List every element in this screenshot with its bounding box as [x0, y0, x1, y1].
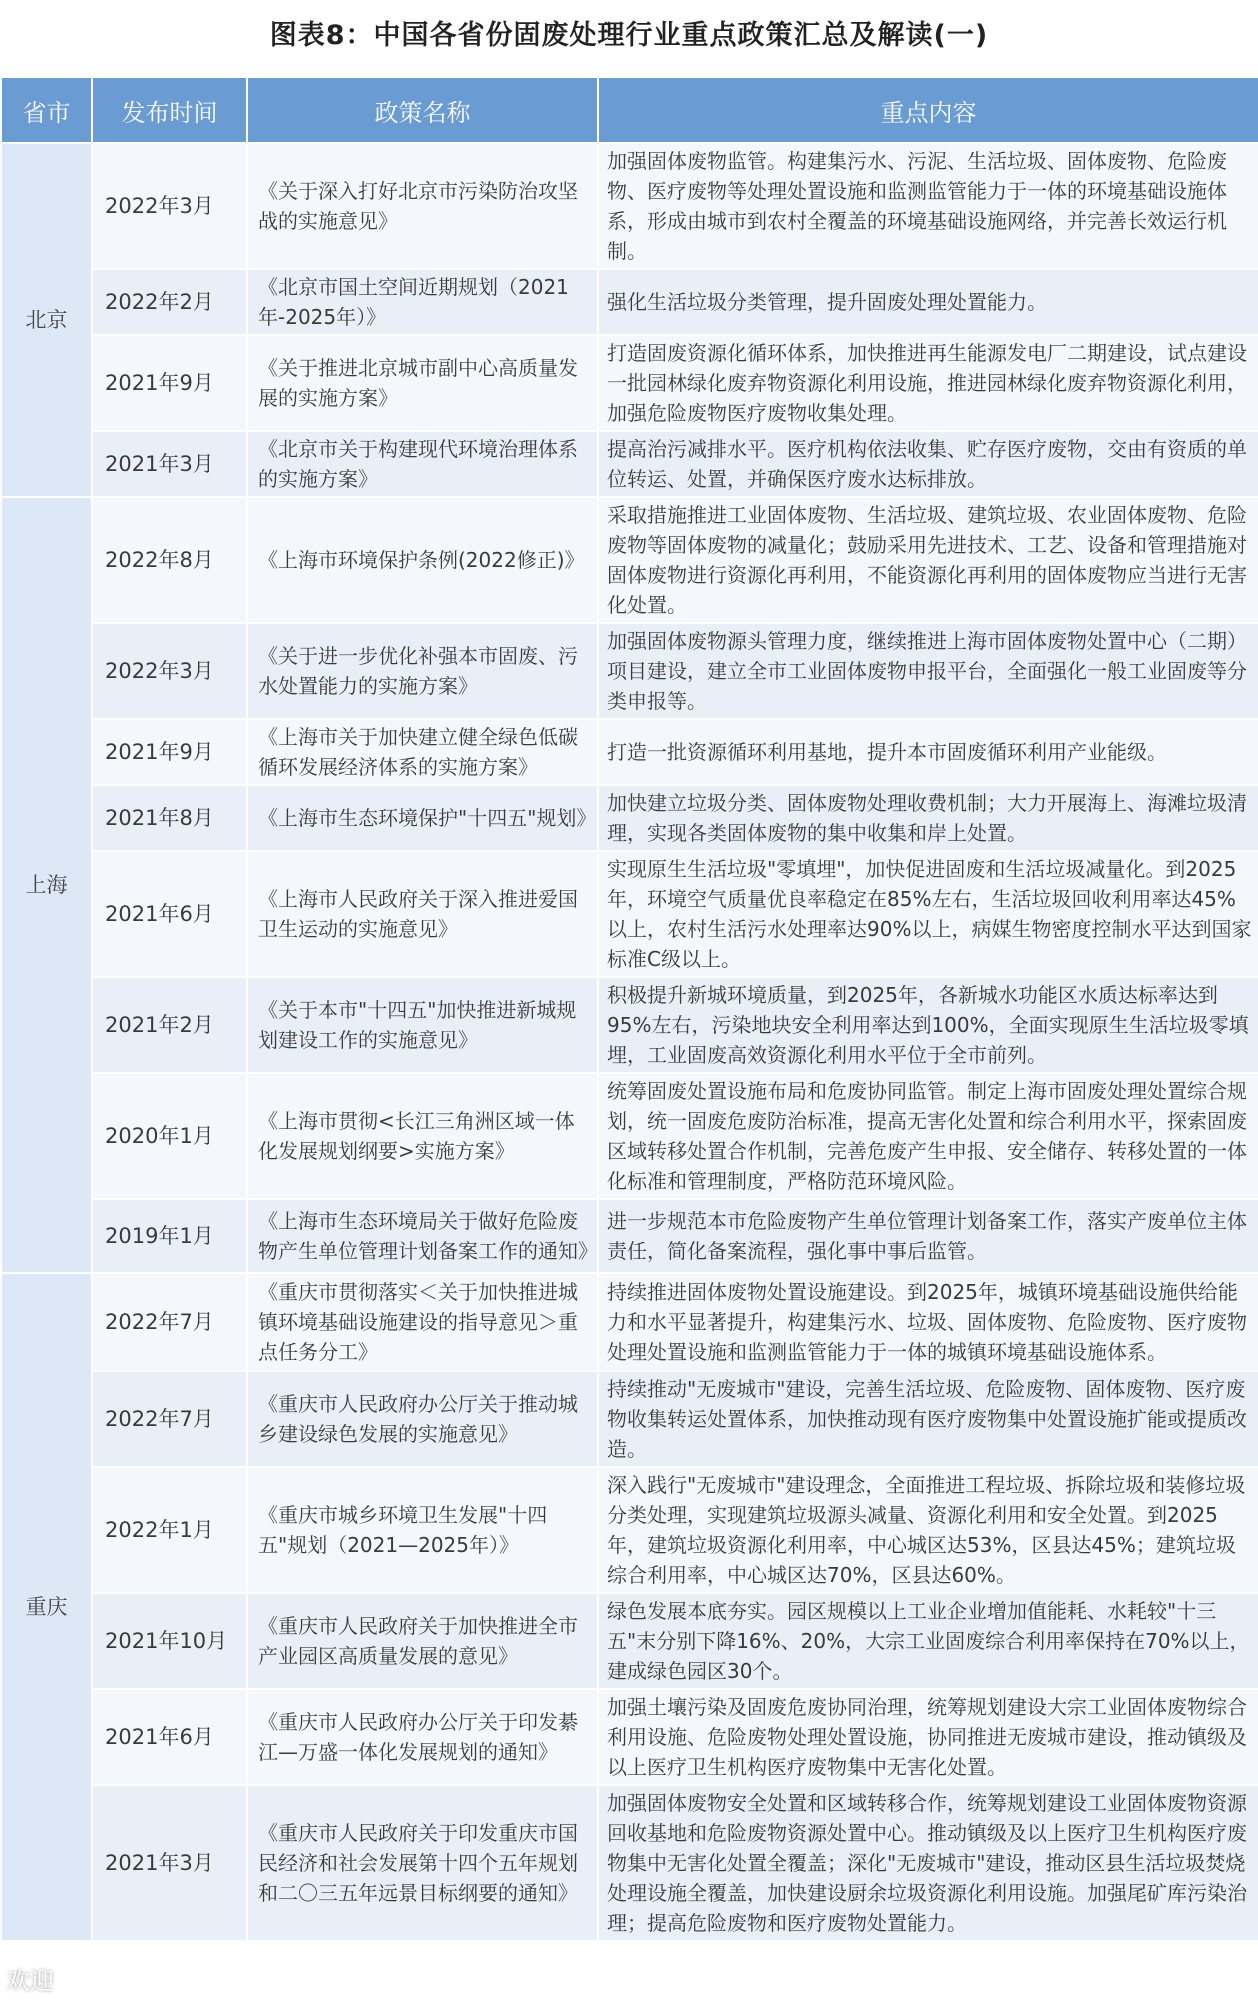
content-cell: 强化生活垃圾分类管理，提升固废处理处置能力。	[598, 269, 1258, 335]
date-cell: 2021年10月	[92, 1593, 247, 1689]
policy-name-cell: 《关于本市"十四五"加快推进新城规划建设工作的实施意见》	[247, 977, 598, 1073]
table-row	[1, 623, 1258, 719]
date-cell: 2022年8月	[92, 497, 247, 623]
header-province: 省市	[1, 77, 92, 143]
table-row	[1, 1073, 1258, 1199]
province-cell: 上海	[1, 497, 92, 1273]
date-cell: 2022年3月	[92, 623, 247, 719]
date-cell: 2021年3月	[92, 431, 247, 497]
date-cell: 2021年9月	[92, 335, 247, 431]
table-row	[1, 1371, 1258, 1467]
policy-name-cell: 《关于进一步优化补强本市固废、污水处置能力的实施方案》	[247, 623, 598, 719]
table-row	[1, 851, 1258, 977]
policy-name-cell: 《重庆市贯彻落实＜关于加快推进城镇环境基础设施建设的指导意见＞重点任务分工》	[247, 1273, 598, 1371]
province-cell: 重庆	[1, 1273, 92, 1941]
page-title: 图表8：中国各省份固废处理行业重点政策汇总及解读(一)	[269, 20, 989, 51]
date-cell: 2022年3月	[92, 143, 247, 269]
table-body	[1, 143, 1258, 1941]
content-cell: 打造一批资源循环利用基地，提升本市固废循环利用产业能级。	[598, 719, 1258, 785]
content-cell: 持续推进固体废物处置设施建设。到2025年，城镇环境基础设施供给能力和水平显著提升，构建集污水、垃圾、固体废物、危险废物、医疗废物处理处置设施和监测监管能力于一体的城镇环境基础设施体系。	[598, 1273, 1258, 1371]
date-cell: 2022年2月	[92, 269, 247, 335]
policy-name-cell: 《上海市环境保护条例(2022修正)》	[247, 497, 598, 623]
policy-name-cell: 《上海市人民政府关于深入推进爱国卫生运动的实施意见》	[247, 851, 598, 977]
content-cell: 采取措施推进工业固体废物、生活垃圾、建筑垃圾、农业固体废物、危险废物等固体废物的减量化；鼓励采用先进技术、工艺、设备和管理措施对固体废物进行资源化再利用，不能资源化再利用的固体废物应当进行无害化处置。	[598, 497, 1258, 623]
policy-name-cell: 《上海市生态环境局关于做好危险废物产生单位管理计划备案工作的通知》	[247, 1199, 598, 1273]
policy-name-cell: 《上海市生态环境保护"十四五"规划》	[247, 785, 598, 851]
date-cell: 2020年1月	[92, 1073, 247, 1199]
content-cell: 加强固体废物源头管理力度，继续推进上海市固体废物处置中心（二期）项目建设，建立全市工业固体废物申报平台，全面强化一般工业固废等分类申报等。	[598, 623, 1258, 719]
policy-table	[0, 76, 1258, 1942]
table-row	[1, 269, 1258, 335]
table-row	[1, 1273, 1258, 1371]
date-cell: 2021年6月	[92, 851, 247, 977]
policy-name-cell: 《上海市关于加快建立健全绿色低碳循环发展经济体系的实施方案》	[247, 719, 598, 785]
policy-name-cell: 《北京市关于构建现代环境治理体系的实施方案》	[247, 431, 598, 497]
content-cell: 打造固废资源化循环体系，加快推进再生能源发电厂二期建设，试点建设一批园林绿化废弃物资源化利用设施，推进园林绿化废弃物资源化利用，加强危险废物医疗废物收集处理。	[598, 335, 1258, 431]
date-cell: 2022年7月	[92, 1371, 247, 1467]
table-row	[1, 1785, 1258, 1941]
header-date: 发布时间	[92, 77, 247, 143]
header-name: 政策名称	[247, 77, 598, 143]
date-cell: 2022年7月	[92, 1273, 247, 1371]
content-cell: 持续推动"无废城市"建设，完善生活垃圾、危险废物、固体废物、医疗废物收集转运处置体系，加快推动现有医疗废物集中处置设施扩能或提质改造。	[598, 1371, 1258, 1467]
content-cell: 绿色发展本底夯实。园区规模以上工业企业增加值能耗、水耗较"十三五"末分别下降16%、20%，大宗工业固废综合利用率保持在70%以上，建成绿色园区30个。	[598, 1593, 1258, 1689]
table-row	[1, 1467, 1258, 1593]
table-row	[1, 719, 1258, 785]
table-row	[1, 143, 1258, 269]
table-row	[1, 497, 1258, 623]
content-cell: 统筹固废处置设施布局和危废协同监管。制定上海市固废处理处置综合规划，统一固废危废防治标准，提高无害化处置和综合利用水平，探索固废区域转移处置合作机制，完善危废产生申报、安全储存、转移处置的一体化标准和管理制度，严格防范环境风险。	[598, 1073, 1258, 1199]
date-cell: 2019年1月	[92, 1199, 247, 1273]
date-cell: 2021年2月	[92, 977, 247, 1073]
policy-name-cell: 《重庆市人民政府关于加快推进全市产业园区高质量发展的意见》	[247, 1593, 598, 1689]
policy-name-cell: 《重庆市人民政府办公厅关于推动城乡建设绿色发展的实施意见》	[247, 1371, 598, 1467]
policy-name-cell: 《关于深入打好北京市污染防治攻坚战的实施意见》	[247, 143, 598, 269]
table-row	[1, 431, 1258, 497]
policy-name-cell: 《重庆市人民政府办公厅关于印发綦江—万盛一体化发展规划的通知》	[247, 1689, 598, 1785]
table-row	[1, 1199, 1258, 1273]
policy-name-cell: 《关于推进北京城市副中心高质量发展的实施方案》	[247, 335, 598, 431]
content-cell: 加强固体废物安全处置和区域转移合作，统筹规划建设工业固体废物资源回收基地和危险废物资源处置中心。推动镇级及以上医疗卫生机构医疗废物集中无害化处置全覆盖；深化"无废城市"建设，推动区县生活垃圾焚烧处理设施全覆盖，加快建设厨余垃圾资源化利用设施。加强尾矿库污染治理；提高危险废物和医疗废物处置能力。	[598, 1785, 1258, 1941]
content-cell: 加强固体废物监管。构建集污水、污泥、生活垃圾、固体废物、危险废物、医疗废物等处理处置设施和监测监管能力于一体的环境基础设施体系，形成由城市到农村全覆盖的环境基础设施网络，并完善长效运行机制。	[598, 143, 1258, 269]
table-row	[1, 1593, 1258, 1689]
table-row	[1, 335, 1258, 431]
content-cell: 积极提升新城环境质量，到2025年，各新城水功能区水质达标率达到95%左右，污染地块安全利用率达到100%，全面实现原生生活垃圾零填埋，工业固废高效资源化利用水平位于全市前列。	[598, 977, 1258, 1073]
province-cell: 北京	[1, 143, 92, 497]
content-cell: 提高治污减排水平。医疗机构依法收集、贮存医疗废物，交由有资质的单位转运、处置，并确保医疗废水达标排放。	[598, 431, 1258, 497]
content-cell: 进一步规范本市危险废物产生单位管理计划备案工作，落实产废单位主体责任，简化备案流程，强化事中事后监管。	[598, 1199, 1258, 1273]
policy-name-cell: 《北京市国土空间近期规划（2021年-2025年）》	[247, 269, 598, 335]
content-cell: 实现原生生活垃圾"零填埋"，加快促进固废和生活垃圾减量化。到2025年，环境空气质量优良率稳定在85%左右，生活垃圾回收利用率达45%以上，农村生活污水处理率达90%以上，病媒生物密度控制水平达到国家标准C级以上。	[598, 851, 1258, 977]
date-cell: 2022年1月	[92, 1467, 247, 1593]
table-header-row	[1, 77, 1258, 143]
date-cell: 2021年9月	[92, 719, 247, 785]
policy-name-cell: 《重庆市城乡环境卫生发展"十四五"规划（2021—2025年）》	[247, 1467, 598, 1593]
table-row	[1, 977, 1258, 1073]
policy-table-container	[0, 76, 1258, 1942]
date-cell: 2021年8月	[92, 785, 247, 851]
watermark-text: 欢迎	[6, 1967, 54, 1995]
policy-name-cell: 《上海市贯彻<长江三角洲区域一体化发展规划纲要>实施方案》	[247, 1073, 598, 1199]
header-content: 重点内容	[598, 77, 1258, 143]
table-row	[1, 785, 1258, 851]
content-cell: 加强土壤污染及固废危废协同治理，统筹规划建设大宗工业固体废物综合利用设施、危险废物处理处置设施，协同推进无废城市建设，推动镇级及以上医疗卫生机构医疗废物集中无害化处置。	[598, 1689, 1258, 1785]
content-cell: 深入践行"无废城市"建设理念，全面推进工程垃圾、拆除垃圾和装修垃圾分类处理，实现建筑垃圾源头减量、资源化利用和安全处置。到2025年，建筑垃圾资源化利用率，中心城区达53%，区县达45%；建筑垃圾综合利用率，中心城区达70%，区县达60%。	[598, 1467, 1258, 1593]
policy-name-cell: 《重庆市人民政府关于印发重庆市国民经济和社会发展第十四个五年规划和二〇三五年远景目标纲要的通知》	[247, 1785, 598, 1941]
date-cell: 2021年3月	[92, 1785, 247, 1941]
content-cell: 加快建立垃圾分类、固体废物处理收费机制；大力开展海上、海滩垃圾清理，实现各类固体废物的集中收集和岸上处置。	[598, 785, 1258, 851]
table-row	[1, 1689, 1258, 1785]
date-cell: 2021年6月	[92, 1689, 247, 1785]
